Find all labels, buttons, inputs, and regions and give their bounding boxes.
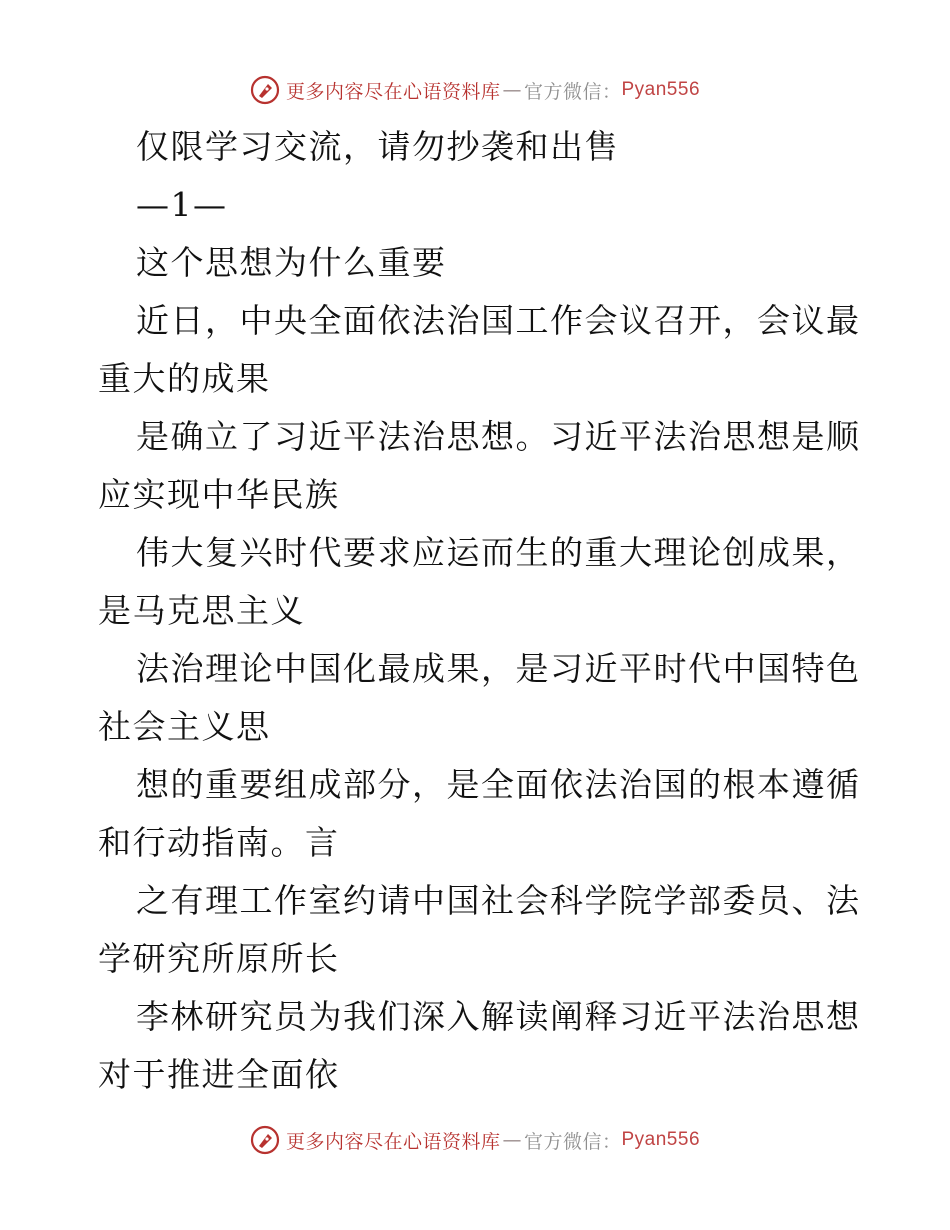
text-line: 法治理论中国化最成果，是习近平时代中国特色 [136,649,861,688]
text-line: 学研究所原所长 [98,939,340,978]
text-line: 之有理工作室约请中国社会科学院学部委员、法 [136,881,861,920]
pen-nib-logo-icon [250,75,280,105]
banner-text: 更多内容尽在心语资料库 [285,1130,501,1153]
text-line: 社会主义思 [98,707,271,746]
document-body [98,118,861,1104]
text-line: 是确立了习近平法治思想。习近平法治思想是顺 [136,417,861,456]
footer-banner [0,1120,950,1160]
banner-wechat-label: 官方微信： [523,1130,622,1153]
text-line: 是马克思主义 [98,591,305,630]
text-line: 近日，中央全面依法治国工作会议召开，会议最 [136,301,861,340]
banner-wechat-label: 官方微信： [523,80,622,103]
banner-handle: Pyan556 [621,1129,701,1150]
text-line: 重大的成果 [98,359,271,398]
text-line: 李林研究员为我们深入解读阐释习近平法治思想 [136,997,861,1036]
banner-separator: — [502,79,522,101]
header-banner [0,70,950,110]
banner-handle: Pyan556 [621,79,701,100]
pen-nib-logo-icon [250,1125,280,1155]
text-line: 对于推进全面依 [98,1055,340,1094]
banner-text: 更多内容尽在心语资料库 [285,80,501,103]
text-line: 仅限学习交流，请勿抄袭和出售 [136,127,619,166]
text-line: 想的重要组成部分，是全面依法治国的根本遵循 [136,765,861,804]
banner-separator: — [502,1129,522,1151]
text-line: 应实现中华民族 [98,475,340,514]
text-line: 伟大复兴时代要求应运而生的重大理论创成果， [136,533,861,572]
text-line: —1— [136,185,228,224]
text-line: 这个思想为什么重要 [136,243,447,282]
text-line: 和行动指南。言 [98,823,340,862]
